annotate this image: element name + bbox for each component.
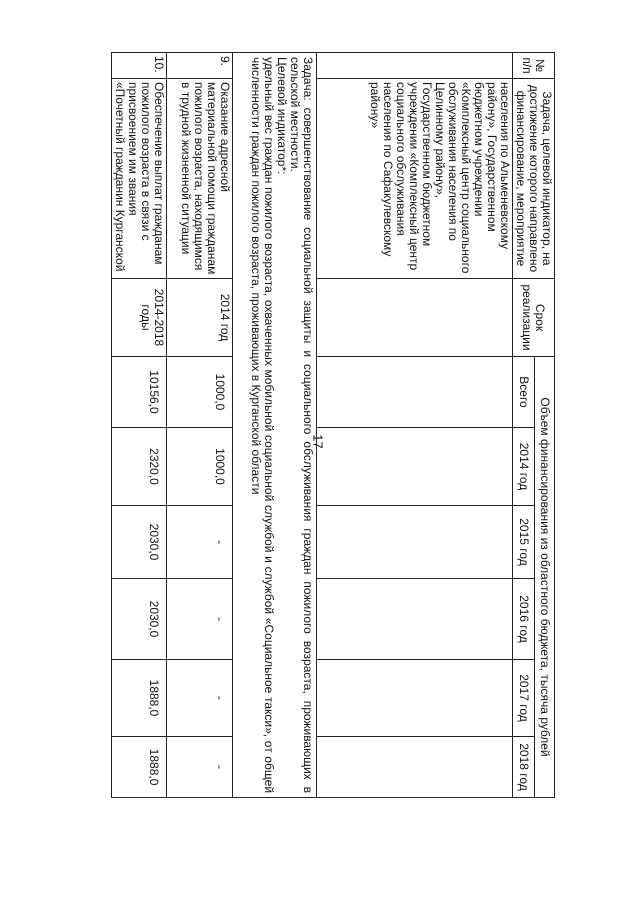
table-cell: [317, 279, 513, 357]
task-row: [233, 53, 317, 798]
indicator-label: Целевой индикатор*:: [275, 57, 289, 175]
row-num: 9.: [167, 53, 233, 79]
task-text: Задача: совершенствование социальной защиты и социального обслуживания граждан пожилого возраста, проживающих в сельской местности.: [288, 57, 315, 794]
row-value-2017: 1888,0: [112, 660, 167, 737]
row-value-2018: -: [167, 737, 233, 798]
table-cell: [317, 428, 513, 506]
table-cell: [317, 506, 513, 579]
row-value-2015: 2030,0: [112, 506, 167, 579]
indicator-text: удельный вес граждан пожилого возраста, охваченных мобильной социальной службой и службой «Социальное такси», от общей численности граждан пожилого возраста, проживающих в Курганской области: [249, 57, 276, 794]
funding-table: [111, 52, 555, 798]
table-cell: [317, 737, 513, 798]
header-row-1: [535, 53, 555, 798]
table-cell: [317, 53, 513, 79]
continuation-text: населения по Альменевскому району», Государственном бюджетном учреждении «Комплексный центр социального обслуживания населения по Целинному району», Государственном бюджетном учреждении «Комплексный центр социального обслуживания населения по Сафакулевскому району»: [317, 79, 513, 279]
row-period: 2014 год: [167, 279, 233, 357]
row-value-2014: 2320,0: [112, 428, 167, 506]
funding-table-container: [113, 52, 555, 797]
table-cell: [317, 579, 513, 660]
header-period: Срок реализации: [513, 279, 555, 357]
header-year-2017: 2017 год: [513, 660, 535, 737]
header-year-2015: 2015 год: [513, 506, 535, 579]
header-task: Задача, целевой индикатор, на достижение которого направлено финансирование, мероприятие: [513, 79, 555, 279]
row-value-2017: -: [167, 660, 233, 737]
row-value-total: 10156,0: [112, 357, 167, 428]
header-year-2016: 2016 год: [513, 579, 535, 660]
table-row: [167, 53, 233, 798]
table-cell: [317, 357, 513, 428]
header-year-total: Всего: [513, 357, 535, 428]
table-cell: [317, 660, 513, 737]
row-num: 10.: [112, 53, 167, 79]
table-row: [112, 53, 167, 798]
row-value-2016: -: [167, 579, 233, 660]
header-year-2018: 2018 год: [513, 737, 535, 798]
task-cell: [233, 53, 317, 798]
header-year-2014: 2014 год: [513, 428, 535, 506]
row-value-2015: -: [167, 506, 233, 579]
row-text: Обеспечение выплат гражданам пожилого возраста в связи с присвоением им звания «Почетный гражданин Курганской: [112, 79, 167, 279]
row-value-total: 1000,0: [167, 357, 233, 428]
row-period: 2014-2018 годы: [112, 279, 167, 357]
continuation-row: [317, 53, 513, 798]
header-funding: Объем финансирования из областного бюджета, тысяча рублей: [535, 357, 555, 798]
row-text: Оказание адресной материальной помощи гражданам пожилого возраста, находящимся в трудной жизненной ситуации: [167, 79, 233, 279]
row-value-2016: 2030,0: [112, 579, 167, 660]
page-number: 17: [310, 434, 326, 449]
row-value-2014: 1000,0: [167, 428, 233, 506]
header-num: № п/п: [513, 53, 555, 79]
row-value-2018: 1888,0: [112, 737, 167, 798]
